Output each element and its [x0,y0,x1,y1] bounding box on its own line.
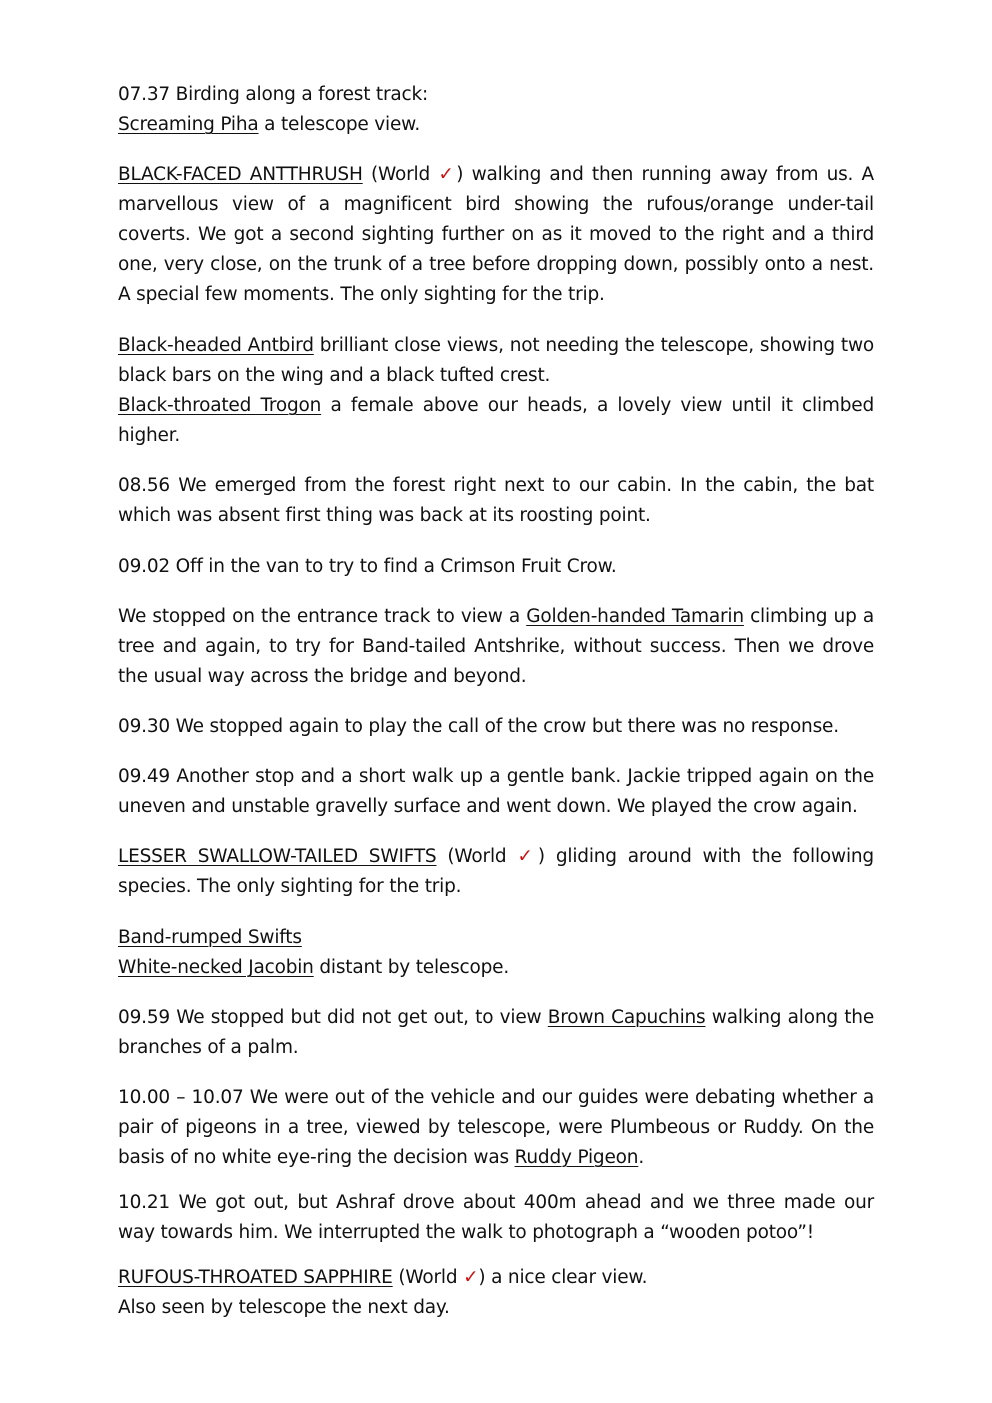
entry-text: White-necked Jacobin distant by telescope. [118,957,510,978]
entry-text: Black-headed Antbird brilliant close views, not needing the telescope, showing two black bars on the wing and a black tufted crest. [118,335,874,386]
species-name: White-necked Jacobin [118,957,314,978]
species-name: Brown Capuchins [547,1007,706,1028]
check-mark-icon: ✓ [517,846,538,867]
entry-0902 [118,552,874,582]
species-name: BLACK-FACED ANTTHRUSH [118,164,363,185]
species-name: RUFOUS-THROATED SAPPHIRE [118,1267,393,1288]
entry-text: LESSER SWALLOW-TAILED SWIFTS (World ✓) gliding around with the following species. The only sighting for the trip. [118,846,874,897]
entry-text: Black-throated Trogon a female above our heads, a lovely view until it climbed higher. [118,395,875,446]
species-name: LESSER SWALLOW-TAILED SWIFTS [118,846,437,867]
entry-lesser-swallow-tailed-swifts [118,842,874,902]
entry-text: RUFOUS-THROATED SAPPHIRE (World ✓) a nice clear view. [118,1267,648,1288]
species-name: Screaming Piha [118,114,259,135]
species-name: Ruddy Pigeon [514,1147,639,1168]
entry-1021 [118,1188,874,1248]
species-name: Golden-handed Tamarin [526,606,744,627]
entry-antbird-trogon [118,331,874,451]
check-mark-icon: ✓ [438,164,457,185]
entry-text: Screaming Piha a telescope view. [118,114,421,135]
entry-forest-track [118,80,874,140]
entry-black-faced-antthrush [118,160,874,310]
entry-text: 10.00 – 10.07 We were out of the vehicle and our guides were debating whether a pair of pigeons in a tree, viewed by telescope, were Plumbeous or Ruddy. On the basis of no white eye-ring the decision was Ruddy Pigeon. [118,1087,874,1168]
entry-text: 09.30 We stopped again to play the call of the crow but there was no response. [118,716,839,737]
entry-0930 [118,712,874,742]
entry-text: 09.49 Another stop and a short walk up a gentle bank. Jackie tripped again on the uneven and unstable gravelly surface and went down. We played the crow again. [118,766,874,817]
check-mark-icon: ✓ [463,1267,479,1288]
entry-rufous-throated-sapphire [118,1263,874,1323]
entry-text: BLACK-FACED ANTTHRUSH (World ✓) walking and then running away from us. A marvellous view of a magnificent bird showing the rufous/orange under-tail coverts. We got a second sighting further on as it moved to the right and a third one, very close, on the trunk of a tree before dropping down, possibly onto a nest. A special few moments. The only sighting for the trip. [118,164,874,305]
entry-text: 08.56 We emerged from the forest right next to our cabin. In the cabin, the bat which was absent first thing was back at its roosting point. [118,475,874,526]
entry-swifts-jacobin [118,923,874,983]
entry-text: 09.59 We stopped but did not get out, to view Brown Capuchins walking along the branches of a palm. [118,1007,874,1058]
entry-text: 10.21 We got out, but Ashraf drove about 400m ahead and we three made our way towards him. We interrupted the walk to photograph a “wooden potoo”! [118,1192,874,1243]
entry-ruddy-pigeon [118,1083,874,1173]
entry-text: Also seen by telescope the next day. [118,1297,450,1318]
entry-text: We stopped on the entrance track to view a Golden-handed Tamarin climbing up a tree and again, to try for Band-tailed Antshrike, without success. Then we drove the usual way across the bridge and beyond. [118,606,874,687]
species-name: Band-rumped Swifts [118,927,302,948]
species-name: Black-headed Antbird [118,335,314,356]
entry-0949 [118,762,874,822]
entry-capuchins [118,1003,874,1063]
entry-text: 09.02 Off in the van to try to find a Crimson Fruit Crow. [118,556,617,577]
entry-0856 [118,471,874,531]
entry-tamarin [118,602,874,692]
species-name: Black-throated Trogon [118,395,322,416]
entry-text: 07.37 Birding along a forest track: [118,84,429,105]
entry-text [118,923,874,953]
